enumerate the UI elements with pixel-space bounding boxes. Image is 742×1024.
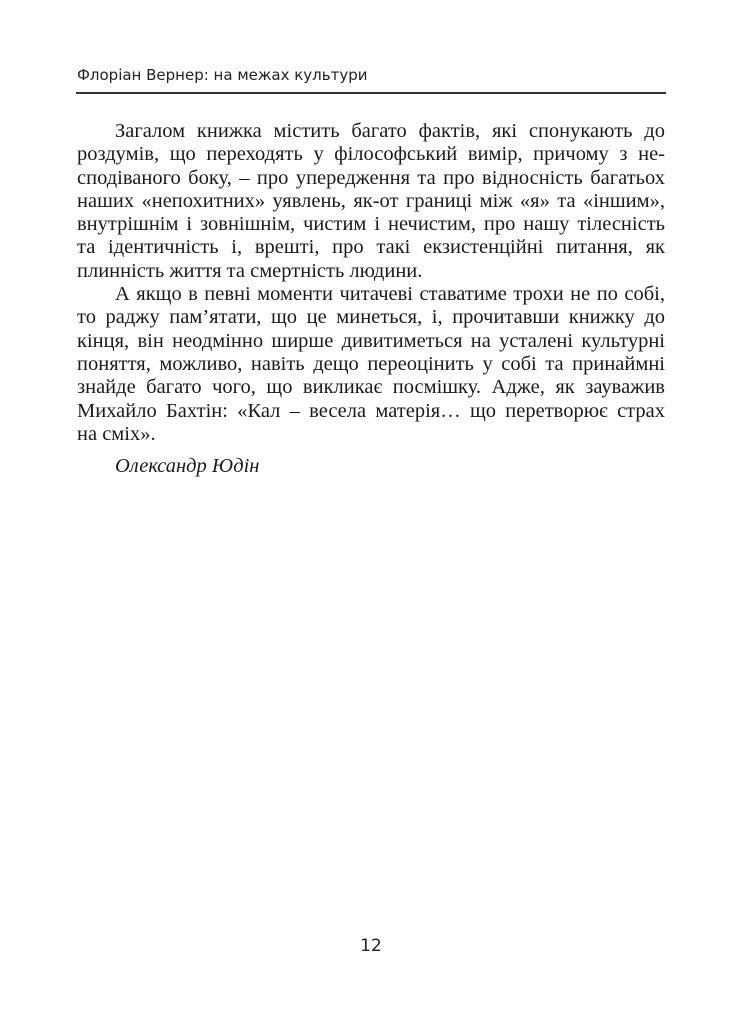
text-line: А якщо в певні моменти читачеві ставатиме трохи не по собі,: [115, 283, 665, 306]
text-line: то раджу пам’ятати, що це минеться, і, прочитавши книжку до: [77, 306, 665, 329]
text-line: наших «непохитних» уявлень, як-от границі між «я» та «іншим»,: [77, 189, 665, 212]
page-number: 12: [360, 936, 382, 956]
text-line: та ідентичність і, врешті, про такі екзистенційні питання, як: [77, 236, 665, 259]
body-text: [77, 120, 665, 446]
text-line: Михайло Бахтін: «Кал – весела матерія… що перетворює страх: [77, 399, 665, 422]
text-line: знайде багато чого, що викликає посмішку. Адже, як зауважив: [77, 376, 665, 399]
running-header: Флоріан Вернер: на межах культури: [77, 66, 368, 84]
author-signature: Олександр Юдін: [115, 455, 260, 477]
paragraph-1: [77, 120, 665, 283]
text-line: сподіваного боку, – про упередження та про відносність багатьох: [77, 166, 665, 189]
text-line: плинність життя та смертність людини.: [77, 259, 423, 282]
header-rule: [76, 92, 666, 94]
text-line: на сміх».: [77, 422, 156, 445]
paragraph-2: [77, 283, 665, 446]
text-line: роздумів, що переходять у філософський вимір, причому з не-: [77, 143, 665, 166]
text-line: поняття, можливо, навіть дещо переоцінить у собі та принаймні: [77, 352, 665, 375]
text-line: кінця, він неодмінно ширше дивитиметься на усталені культурні: [77, 329, 665, 352]
text-line: внутрішнім і зовнішнім, чистим і нечистим, про нашу тілесність: [77, 213, 665, 236]
text-line: Загалом книжка містить багато фактів, які спонукають до: [115, 120, 665, 142]
